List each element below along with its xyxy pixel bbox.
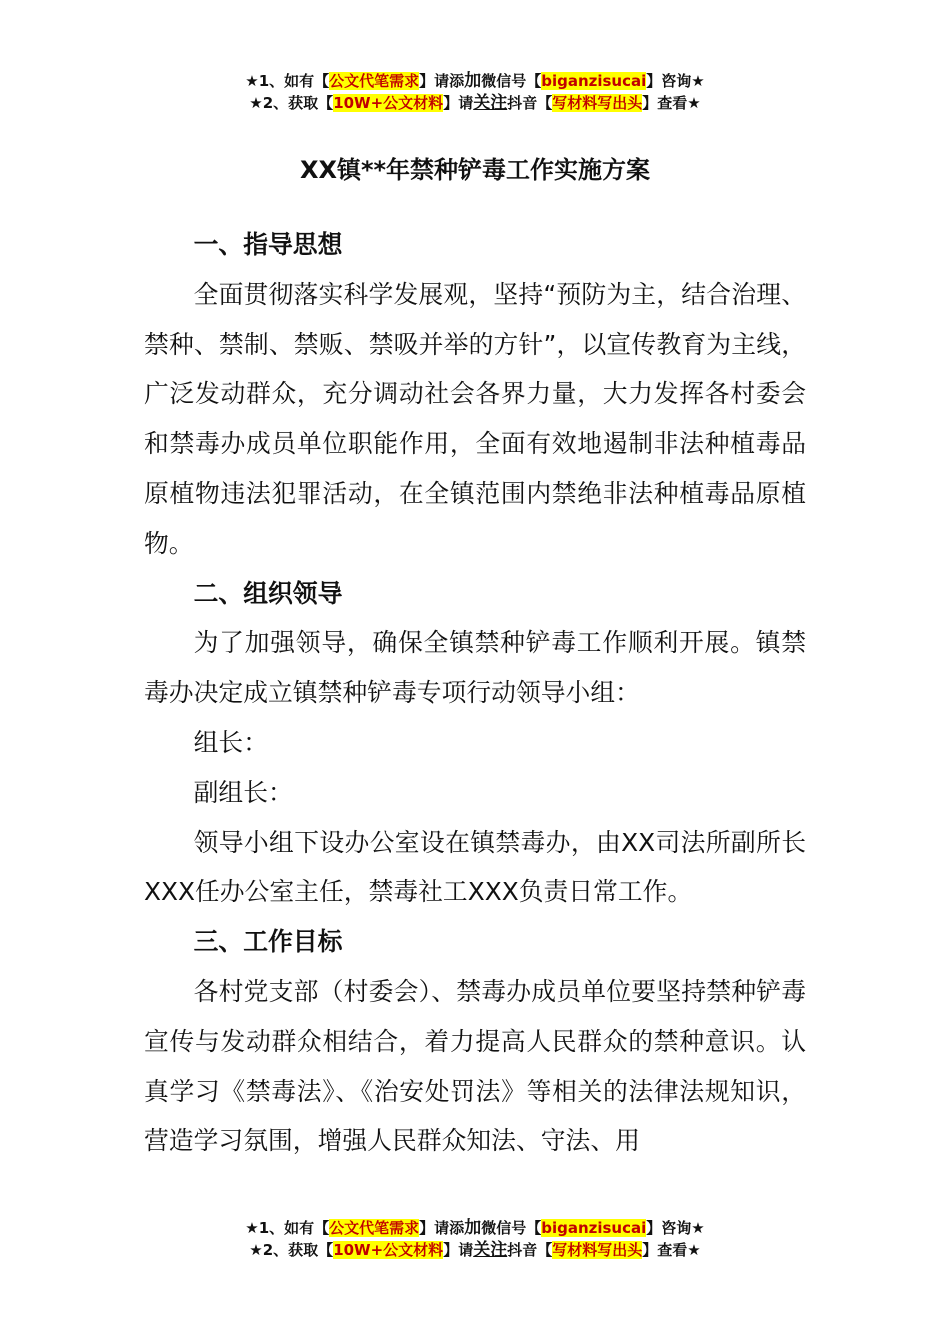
promo-banner-bottom (0, 1217, 950, 1261)
paragraph: 领导小组下设办公室设在镇禁毒办，由XX司法所副所长XXX任办公室主任，禁毒社工XXX负责日常工作。 (144, 827, 806, 907)
highlight-wechat-id: biganzisucai (541, 72, 647, 90)
promo-line-1: ★1、如有【公文代笔需求】请添加微信号【biganzisucai】咨询★ (245, 1218, 705, 1238)
promo-line-1: ★1、如有【公文代笔需求】请添加微信号【biganzisucai】咨询★ (245, 71, 705, 91)
highlight-wechat-id: biganzisucai (541, 1219, 647, 1237)
section-heading: 三、工作目标 (193, 927, 343, 957)
promo-banner-top (0, 70, 950, 114)
highlight-service: 公文代笔需求 (329, 72, 420, 90)
paragraph: 全面贯彻落实科学发展观，坚持“预防为主，结合治理、禁种、禁制、禁贩、禁吸并举的方针”，以宣传教育为主线，广泛发动群众，充分调动社会各界力量，大力发挥各村委会和禁毒办成员单位职能作用，全面有效地遏制非法种植毒品原植物违法犯罪活动，在全镇范围内禁绝非法种植毒品原植物。 (144, 279, 806, 558)
highlight-douyin-id: 写材料写出头 (552, 1241, 643, 1259)
promo-line-2: ★2、获取【10W+公文材料】请关注抖音【写材料写出头】查看★ (249, 93, 701, 113)
highlight-materials: 10W+公文材料 (333, 1241, 444, 1259)
section-heading: 一、指导思想 (193, 230, 343, 259)
section-heading: 二、组织领导 (193, 578, 343, 608)
paragraph: 各村党支部（村委会）、禁毒办成员单位要坚持禁种铲毒宣传与发动群众相结合，着力提高人民群众的禁种意识。认真学习《禁毒法》、《治安处罚法》等相关的法律法规知识，营造学习氛围，增强人民群众知法、守法、用 (144, 976, 806, 1156)
highlight-douyin-id: 写材料写出头 (552, 94, 643, 112)
document-title: XX镇**年禁种铲毒工作实施方案 (299, 156, 651, 184)
highlight-materials: 10W+公文材料 (333, 94, 444, 112)
highlight-service: 公文代笔需求 (329, 1219, 420, 1237)
paragraph: 为了加强领导，确保全镇禁种铲毒工作顺利开展。镇禁毒办决定成立镇禁种铲毒专项行动领导小组： (144, 628, 806, 708)
document-body (144, 220, 806, 1166)
promo-line-2: ★2、获取【10W+公文材料】请关注抖音【写材料写出头】查看★ (249, 1240, 701, 1260)
paragraph: 组长： (193, 727, 268, 757)
paragraph: 副组长： (193, 777, 293, 807)
